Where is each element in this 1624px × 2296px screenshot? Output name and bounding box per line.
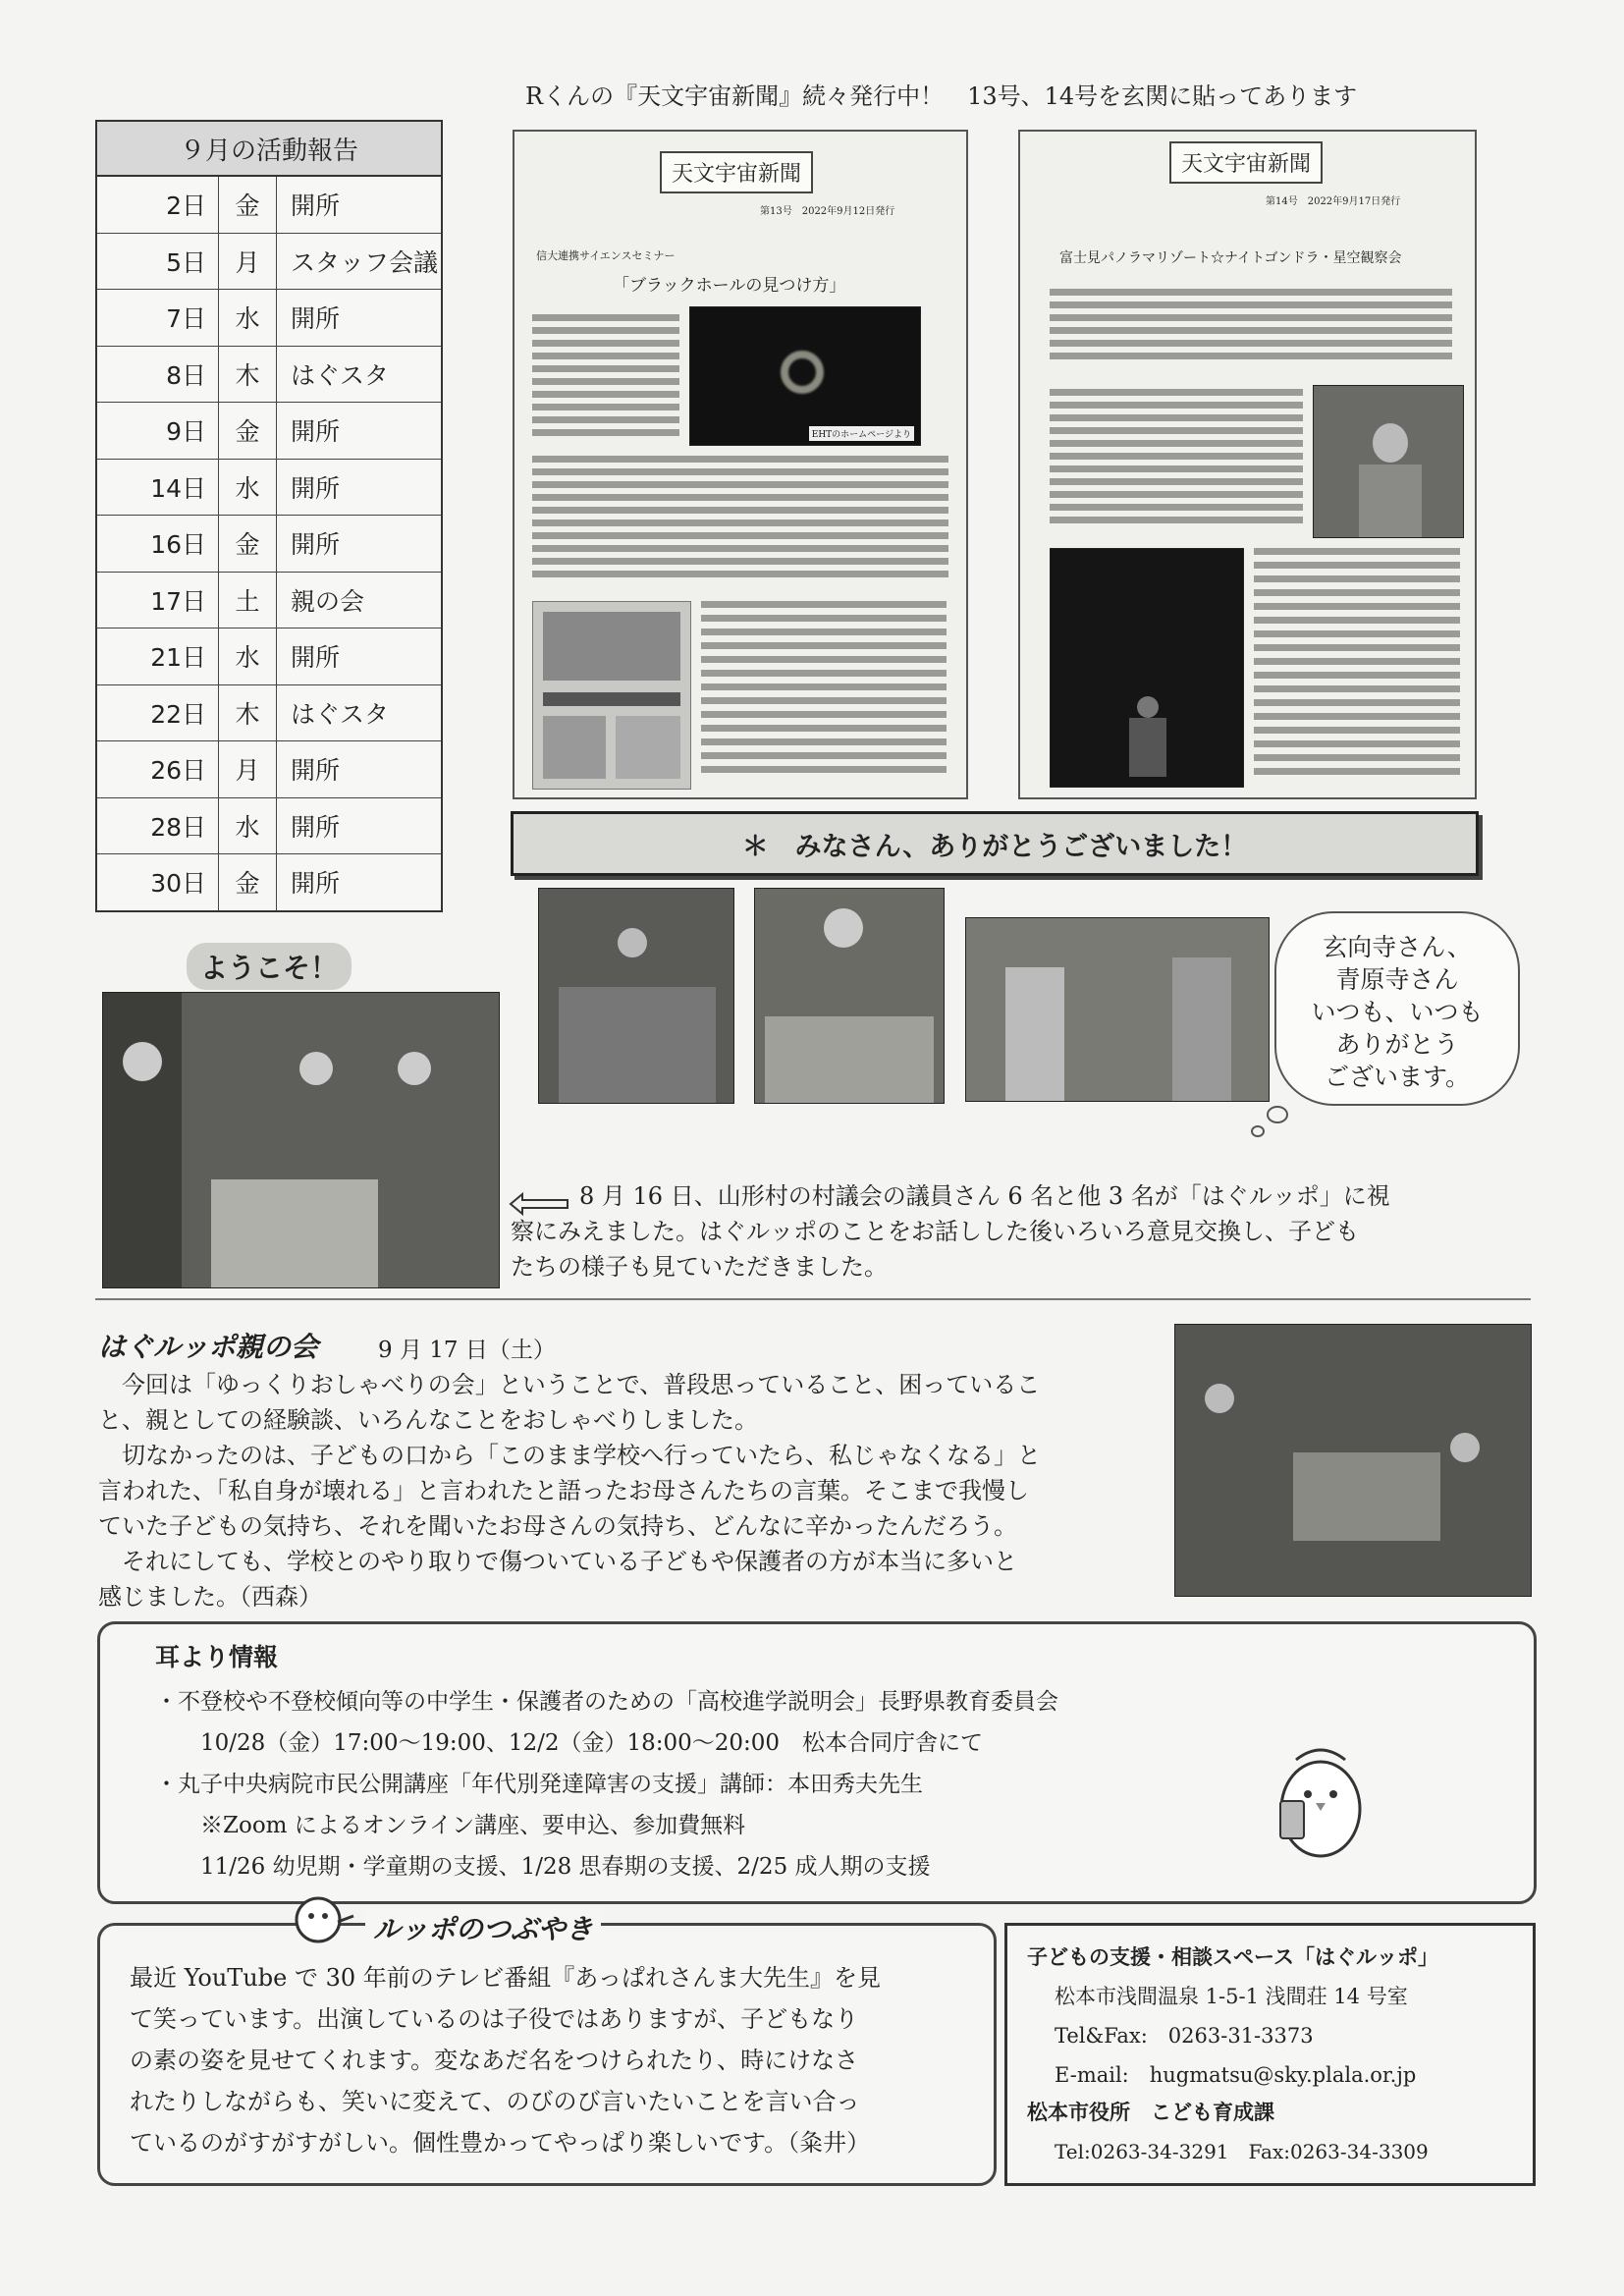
article-text-line xyxy=(701,683,947,690)
activity-row xyxy=(97,460,441,517)
article-text-line xyxy=(1254,589,1460,596)
activity-row xyxy=(97,798,441,855)
activity-row xyxy=(97,741,441,798)
article-text-line xyxy=(701,615,947,622)
article-text-line xyxy=(1050,427,1303,434)
visit-photo xyxy=(102,992,500,1288)
activity-row xyxy=(97,685,441,742)
activity-weekday: 金 xyxy=(219,403,277,459)
info-line: ※Zoom によるオンライン講座、要申込、参加費無料 xyxy=(155,1813,746,1838)
article-text-line xyxy=(532,353,679,359)
activity-event: 親の会 xyxy=(291,586,365,616)
article-text-line xyxy=(1254,548,1460,555)
article-text-line xyxy=(701,697,947,704)
paper14-title: 天文宇宙新聞 xyxy=(1169,141,1323,184)
paper13-title: 天文宇宙新聞 xyxy=(660,151,813,193)
article-text-line xyxy=(701,629,947,635)
newspaper-issue-13 xyxy=(513,130,968,799)
activity-row xyxy=(97,234,441,291)
article-text-line xyxy=(701,711,947,718)
article-text-line xyxy=(701,725,947,732)
activity-day: 2日 xyxy=(97,177,219,233)
article-text-line xyxy=(701,601,947,608)
bubble-line: 玄向寺さん、 xyxy=(1323,933,1472,961)
lupo-character-icon xyxy=(287,1886,355,1955)
paper14-headline: 富士見パノラマリゾート☆ナイトゴンドラ・星空観察会 xyxy=(1059,250,1402,266)
article-text-line xyxy=(1050,491,1303,498)
article-text-line xyxy=(1254,713,1460,720)
article-text-line xyxy=(1254,672,1460,679)
activity-row xyxy=(97,403,441,460)
planetarium-photo xyxy=(1313,385,1464,538)
contact-email[interactable]: E-mail: hugmatsu@sky.plala.or.jp xyxy=(1055,2063,1417,2087)
paper13-subtitle: 信大連携サイエンスセミナー xyxy=(536,249,676,262)
paper14-issue: 第14号 2022年9月17日発行 xyxy=(1266,196,1401,207)
article-text-line xyxy=(532,481,948,488)
info-line: 11/26 幼児期・学童期の支援、1/28 思春期の支援、2/25 成人期の支援 xyxy=(155,1854,931,1880)
activity-weekday: 水 xyxy=(219,629,277,684)
article-text-line xyxy=(532,507,948,514)
activity-event: 開所 xyxy=(291,530,341,560)
activity-row xyxy=(97,290,441,347)
lupo-line: ているのがすがすがしい。個性豊かってやっぱり楽しいです。（粂井） xyxy=(130,2129,871,2157)
article-text-line xyxy=(1050,414,1303,421)
welcome-label: ようこそ！ xyxy=(187,943,352,990)
activity-weekday: 水 xyxy=(219,798,277,854)
article-text-line xyxy=(701,752,947,759)
black-hole-image xyxy=(689,306,921,446)
oya-no-kai-date: 9 月 17 日（土） xyxy=(378,1338,556,1363)
article-text-line xyxy=(532,532,948,539)
article-text-line xyxy=(532,468,948,475)
article-text-line xyxy=(532,378,679,385)
article-text-line xyxy=(1050,478,1303,485)
article-text-line xyxy=(532,429,679,436)
activity-weekday: 水 xyxy=(219,460,277,516)
activity-event: はぐスタ xyxy=(291,699,390,729)
article-text-line xyxy=(1050,340,1452,347)
activity-day: 8日 xyxy=(97,347,219,403)
article-text-line xyxy=(1254,630,1460,637)
article-text-line xyxy=(1254,658,1460,665)
activity-event: 開所 xyxy=(291,812,341,842)
oya-line: 切なかったのは、子どもの口から「このまま学校へ行っていたら、私じゃなくなる」と xyxy=(98,1442,1041,1469)
article-text-line xyxy=(1050,440,1303,447)
article-text-line xyxy=(532,494,948,501)
article-text-line xyxy=(701,766,947,773)
oya-line: 感じました。（西森） xyxy=(98,1583,322,1611)
activity-weekday: 月 xyxy=(219,234,277,290)
activity-day: 17日 xyxy=(97,573,219,629)
activity-weekday: 月 xyxy=(219,741,277,797)
oya-line: 言われた、「私自身が壊れる」と言われたと語ったお母さんたちの言葉。そこまで我慢し xyxy=(98,1477,1029,1504)
contact-city: 松本市役所 こども育成課 xyxy=(1027,2101,1274,2124)
activity-row xyxy=(97,347,441,404)
bubble-line: ございます。 xyxy=(1324,1063,1470,1091)
article-text-line xyxy=(1050,289,1452,296)
article-text-line xyxy=(532,404,679,410)
activity-row xyxy=(97,629,441,685)
contact-org: 子どもの支援・相談スペース「はぐルッポ」 xyxy=(1027,1945,1438,1969)
contact-address: 松本市浅間温泉 1-5-1 浅間荘 14 号室 xyxy=(1055,1985,1408,2008)
bubble-tail-2 xyxy=(1251,1125,1265,1137)
visit-text xyxy=(511,1178,1512,1285)
activity-weekday: 金 xyxy=(219,516,277,572)
info-title: 耳より情報 xyxy=(155,1643,279,1671)
activity-day: 5日 xyxy=(97,234,219,290)
lupo-line: れたりしながらも、笑いに変えて、のびのび言いたいことを言い合っ xyxy=(130,2088,860,2115)
activity-weekday: 木 xyxy=(219,685,277,741)
contact-city-tel: Tel:0263-34-3291 Fax:0263-34-3309 xyxy=(1055,2140,1429,2163)
info-box xyxy=(97,1621,1537,1904)
activity-event: スタッフ会議 xyxy=(291,247,439,277)
oya-no-kai-text xyxy=(98,1367,1178,1614)
contact-tel: Tel&Fax: 0263-31-3373 xyxy=(1055,2024,1314,2048)
lupo-line: 最近 YouTube で 30 年前のテレビ番組『あっぱれさんま大先生』を見 xyxy=(130,1964,882,1992)
activity-day: 21日 xyxy=(97,629,219,684)
header-note: Rくんの『天文宇宙新聞』続々発行中！ 13号、14号を玄関に貼ってあります xyxy=(525,82,1358,110)
article-text-line xyxy=(1050,314,1452,321)
donation-photo-1 xyxy=(538,888,734,1104)
article-text-line xyxy=(1254,768,1460,775)
article-text-line xyxy=(1050,504,1303,511)
paper13-headline: 「ブラックホールの見つけ方」 xyxy=(613,276,846,296)
article-text-line xyxy=(701,642,947,649)
bubble-line: いつも、いつも xyxy=(1311,998,1484,1026)
article-text-line xyxy=(1254,754,1460,761)
bubble-tail-1 xyxy=(1267,1106,1288,1123)
article-text-line xyxy=(532,558,948,565)
activity-day: 16日 xyxy=(97,516,219,572)
activity-table xyxy=(95,120,443,912)
article-text-line xyxy=(1050,353,1452,359)
article-text-line xyxy=(1254,685,1460,692)
bubble-line: 青原寺さん xyxy=(1335,965,1459,994)
article-text-line xyxy=(1254,562,1460,569)
activity-event: 開所 xyxy=(291,191,341,221)
article-text-line xyxy=(532,571,948,577)
article-text-line xyxy=(532,340,679,347)
article-text-line xyxy=(1254,603,1460,610)
donation-photo-2 xyxy=(754,888,945,1104)
activity-weekday: 土 xyxy=(219,573,277,629)
activity-weekday: 金 xyxy=(219,854,277,910)
article-text-line xyxy=(532,365,679,372)
activity-event: 開所 xyxy=(291,643,341,673)
oya-no-kai-title: はぐルッポ親の会 xyxy=(98,1331,319,1363)
article-text-line xyxy=(1254,699,1460,706)
activity-day: 22日 xyxy=(97,685,219,741)
article-text-line xyxy=(532,391,679,398)
activity-event: 開所 xyxy=(291,756,341,786)
article-text-line xyxy=(1254,575,1460,582)
activity-row xyxy=(97,854,441,910)
article-text-line xyxy=(701,670,947,677)
seminar-poster xyxy=(532,601,691,790)
activity-day: 7日 xyxy=(97,290,219,346)
newspaper-issue-14 xyxy=(1018,130,1477,799)
thanks-speech-bubble xyxy=(1274,911,1520,1106)
article-text-line xyxy=(1050,465,1303,472)
article-text-line xyxy=(1254,740,1460,747)
activity-caption: ９月の活動報告 xyxy=(97,122,441,177)
activity-event: 開所 xyxy=(291,869,341,899)
article-text-line xyxy=(1050,301,1452,308)
article-text-line xyxy=(532,519,948,526)
article-text-line xyxy=(532,314,679,321)
bubble-line: ありがとう xyxy=(1335,1030,1459,1059)
article-text-line xyxy=(701,656,947,663)
chick-mascot-icon xyxy=(1267,1740,1375,1868)
contact-box xyxy=(1004,1923,1536,2186)
article-text-line xyxy=(532,416,679,423)
lupo-line: の素の姿を見せてくれます。変なあだ名をつけられたり、時にけなさ xyxy=(130,2047,859,2074)
donation-photo-3 xyxy=(965,917,1270,1102)
article-text-line xyxy=(1050,327,1452,334)
info-line: ・丸子中央病院市民公開講座「年代別発達障害の支援」講師：本田秀夫先生 xyxy=(155,1772,923,1797)
activity-weekday: 水 xyxy=(219,290,277,346)
oya-line: それにしても、学校とのやり取りで傷ついている子どもや保護者の方が本当に多いと xyxy=(98,1548,1017,1575)
activity-day: 26日 xyxy=(97,741,219,797)
article-text-line xyxy=(1050,517,1303,523)
oya-line: ていた子どもの気持ち、それを聞いたお母さんの気持ち、どんなに辛かったんだろう。 xyxy=(98,1512,1017,1540)
activity-day: 28日 xyxy=(97,798,219,854)
article-text-line xyxy=(1050,402,1303,409)
article-text-line xyxy=(1254,644,1460,651)
lupo-title: ルッポのつぶやき xyxy=(365,1908,601,1947)
article-text-line xyxy=(1050,453,1303,460)
paper13-issue: 第13号 2022年9月12日発行 xyxy=(760,206,895,217)
activity-weekday: 木 xyxy=(219,347,277,403)
activity-event: はぐスタ xyxy=(291,360,390,390)
visit-line: たちの様子も見ていただきました。 xyxy=(511,1253,888,1281)
thanks-banner: ＊ みなさん、ありがとうございました！ xyxy=(511,811,1479,876)
article-text-line xyxy=(1254,727,1460,734)
info-line: 10/28（金）17:00～19:00、12/2（金）18:00～20:00 松本合同庁舎にて xyxy=(155,1730,984,1756)
activity-row xyxy=(97,516,441,573)
activity-day: 14日 xyxy=(97,460,219,516)
oya-line: と、親としての経験談、いろんなことをおしゃべりしました。 xyxy=(98,1406,758,1434)
article-text-line xyxy=(532,545,948,552)
section-divider xyxy=(95,1298,1531,1300)
article-text-line xyxy=(532,456,948,463)
black-hole-ring xyxy=(781,351,824,394)
info-line: ・不登校や不登校傾向等の中学生・保護者のための「高校進学説明会」長野県教育委員会 xyxy=(155,1689,1058,1715)
article-text-line xyxy=(701,738,947,745)
activity-event: 開所 xyxy=(291,304,341,334)
visit-line: 察にみえました。はぐルッポのことをお話しした後いろいろ意見交換し、子ども xyxy=(511,1218,1359,1245)
visit-line: 8 月 16 日、山形村の村議会の議員さん 6 名と他 3 名が「はぐルッポ」に視 xyxy=(579,1182,1390,1210)
activity-weekday: 金 xyxy=(219,177,277,233)
activity-day: 30日 xyxy=(97,854,219,910)
activity-row xyxy=(97,573,441,629)
article-text-line xyxy=(1050,389,1303,396)
article-text-line xyxy=(532,327,679,334)
lupo-line: て笑っています。出演しているのは子役ではありますが、子どもなり xyxy=(130,2005,859,2033)
article-text-line xyxy=(1254,617,1460,624)
activity-row xyxy=(97,177,441,234)
night-observation-photo xyxy=(1050,548,1244,788)
oya-line: 今回は「ゆっくりおしゃべりの会」ということで、普段思っていること、困っているこ xyxy=(98,1371,1041,1398)
activity-event: 開所 xyxy=(291,417,341,447)
black-hole-caption: EHTのホームページより xyxy=(809,426,914,441)
activity-day: 9日 xyxy=(97,403,219,459)
lupo-box xyxy=(97,1913,997,2186)
parents-meeting-photo xyxy=(1174,1324,1532,1597)
activity-event: 開所 xyxy=(291,473,341,503)
